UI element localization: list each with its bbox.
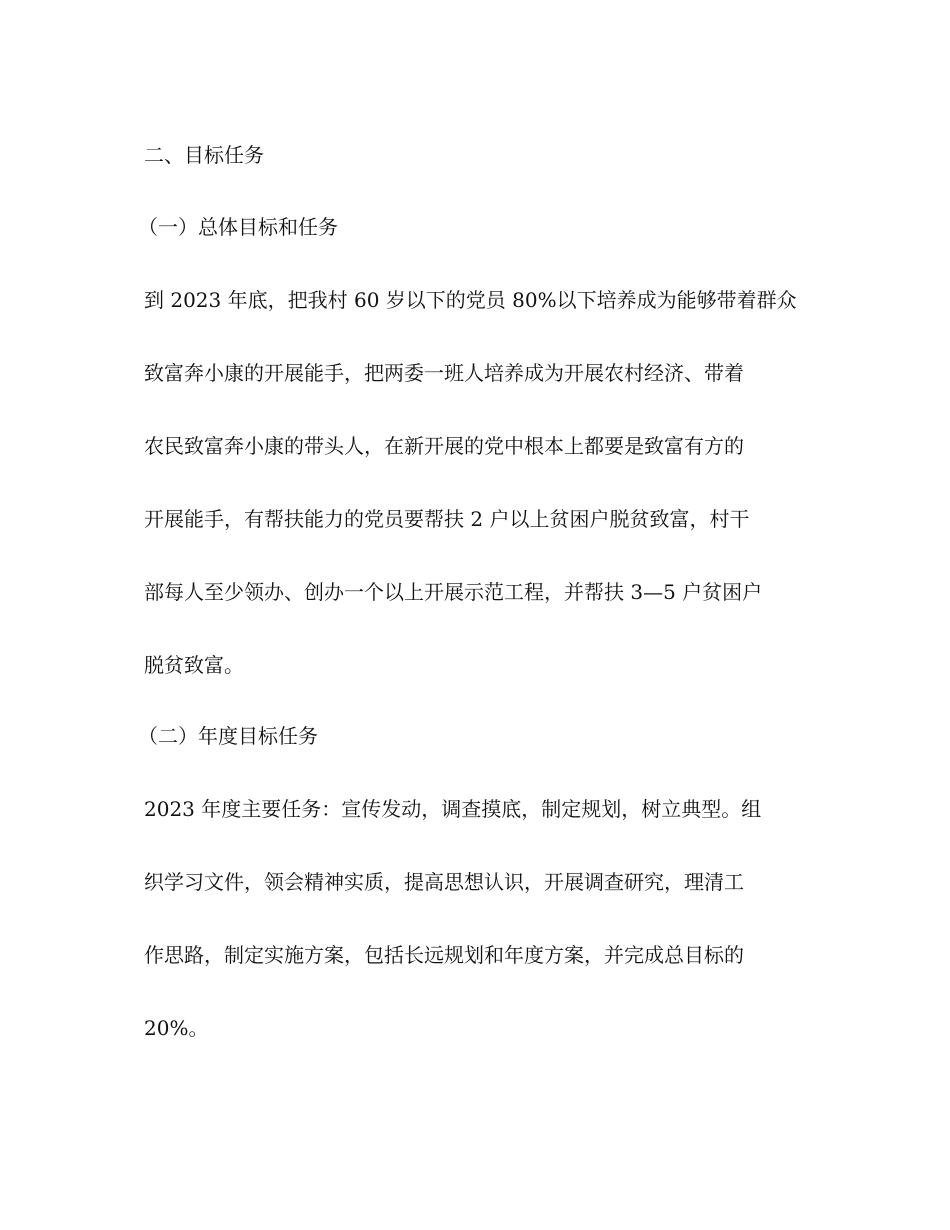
paragraph-line: 开展能手，有帮扶能力的党员要帮扶 2 户以上贫困户脱贫致富，村干 (144, 507, 750, 531)
subsection-title-annual-goals: （二）年度目标任务 (138, 724, 318, 748)
paragraph-line: 到 2023 年底，把我村 60 岁以下的党员 80%以下培养成为能够带着群众 (144, 288, 797, 312)
paragraph-line: 织学习文件，领会精神实质，提高思想认识，开展调查研究，理清工 (144, 870, 744, 894)
section-heading: 二、目标任务 (144, 143, 264, 167)
paragraph-line: 脱贫致富。 (144, 653, 244, 677)
paragraph-line: 20%。 (144, 1016, 209, 1040)
paragraph-line: 2023 年度主要任务：宣传发动，调查摸底，制定规划，树立典型。组 (144, 797, 762, 821)
paragraph-line: 农民致富奔小康的带头人，在新开展的党中根本上都要是致富有方的 (144, 434, 744, 458)
paragraph-line: 部每人至少领办、创办一个以上开展示范工程，并帮扶 3—5 户贫困户 (144, 580, 763, 604)
subsection-title-overall-goals: （一）总体目标和任务 (138, 215, 338, 239)
paragraph-line: 致富奔小康的开展能手，把两委一班人培养成为开展农村经济、带着 (144, 361, 744, 385)
paragraph-line: 作思路，制定实施方案，包括长远规划和年度方案，并完成总目标的 (144, 943, 744, 967)
